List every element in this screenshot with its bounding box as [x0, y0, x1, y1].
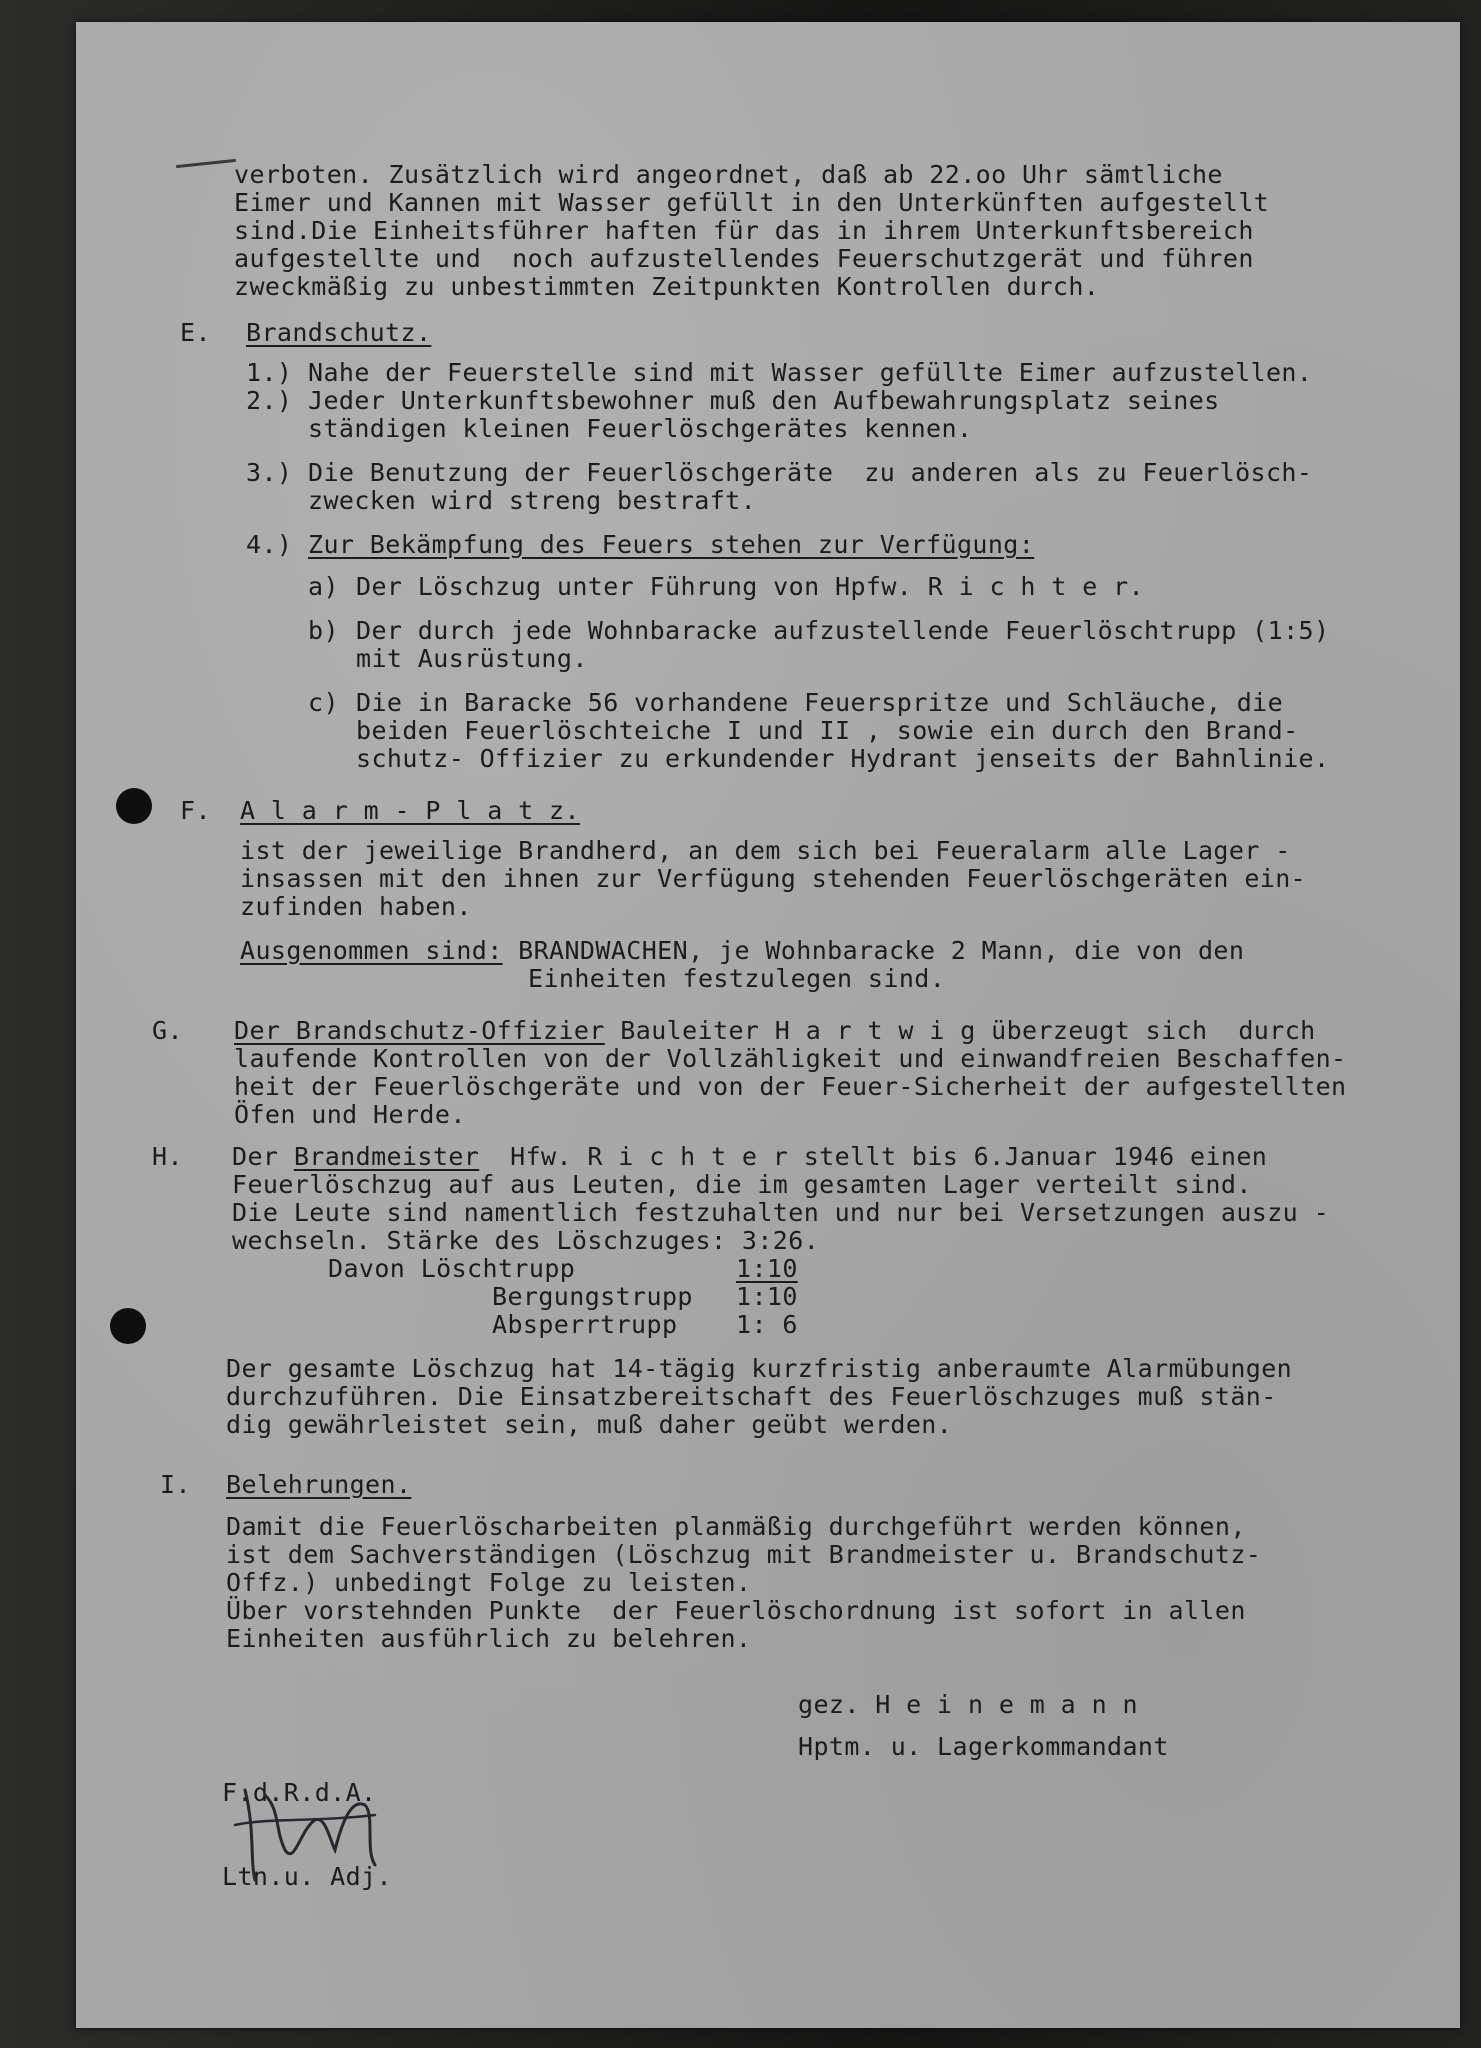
- item-number: 3.): [246, 458, 293, 487]
- text-fragment: Hfw. R i c h t e r stellt bis 6.Januar 1946 einen: [479, 1142, 1268, 1171]
- punch-hole: [110, 1308, 146, 1344]
- item-text: ständigen kleinen Feuerlöschgerätes kennen.: [308, 414, 973, 443]
- paragraph-line: ist dem Sachverständigen (Löschzug mit Brandmeister u. Brandschutz-: [226, 1540, 1262, 1569]
- paragraph-line: Über vorstehnden Punkte der Feuerlöschordnung ist sofort in allen: [226, 1596, 1246, 1625]
- section-heading: Belehrungen.: [226, 1470, 412, 1499]
- paragraph-line: Offz.) unbedingt Folge zu leisten.: [226, 1568, 752, 1597]
- signature-drawing: [205, 1770, 405, 1890]
- intro-line: verboten. Zusätzlich wird angeordnet, daß ab 22.oo Uhr sämtliche: [234, 160, 1223, 189]
- section-heading: A l a r m - P l a t z.: [240, 796, 580, 825]
- strength-value: 1:10: [736, 1254, 798, 1283]
- signatory-title: Hptm. u. Lagerkommandant: [798, 1732, 1169, 1761]
- sub-item-text: Der durch jede Wohnbaracke aufzustellende Feuerlöschtrupp (1:5): [356, 616, 1330, 645]
- strength-value: 1:10: [736, 1282, 798, 1311]
- exception-line: [240, 936, 1244, 966]
- item-text: Die Benutzung der Feuerlöschgeräte zu anderen als zu Feuerlösch-: [308, 458, 1313, 487]
- strength-value: 1: 6: [736, 1310, 798, 1339]
- sub-item-text: beiden Feuerlöschteiche I und II , sowie ein durch den Brand-: [356, 716, 1299, 745]
- exception-label: Ausgenommen sind:: [240, 936, 503, 965]
- signature-stroke: [235, 1815, 375, 1825]
- item-number: 1.): [246, 358, 293, 387]
- paragraph-line: Damit die Feuerlöscharbeiten planmäßig durchgeführt werden können,: [226, 1512, 1246, 1541]
- brandmeister-label: Brandmeister: [293, 1142, 480, 1171]
- item-text: Nahe der Feuerstelle sind mit Wasser gefüllte Eimer aufzustellen.: [308, 358, 1313, 387]
- item-text: zwecken wird streng bestraft.: [308, 486, 757, 515]
- strength-label: Absperrtrupp: [492, 1310, 678, 1339]
- sub-item-text: schutz- Offizier zu erkundender Hydrant jenseits der Bahnlinie.: [356, 744, 1330, 773]
- section-heading: Brandschutz.: [246, 318, 432, 347]
- paragraph-line: heit der Feuerlöschgeräte und von der Feuer-Sicherheit der aufgestellten: [234, 1072, 1347, 1101]
- sub-item-text: Die in Baracke 56 vorhandene Feuerspritze und Schläuche, die: [356, 688, 1284, 717]
- intro-line: aufgestellte und noch aufzustellendes Feuerschutzgerät und führen: [234, 244, 1254, 273]
- section-heading: Der Brandschutz-Offizier: [234, 1016, 605, 1045]
- text-fragment: Der: [232, 1142, 294, 1171]
- sub-item-text: Der Löschzug unter Führung von Hpfw. R i c h t e r.: [356, 572, 1145, 601]
- section-letter: E.: [180, 318, 211, 347]
- paragraph-line: [234, 1016, 1316, 1046]
- item-number: 2.): [246, 386, 293, 415]
- item-text: Zur Bekämpfung des Feuers stehen zur Verfügung:: [308, 530, 1035, 559]
- paragraph-line: Öfen und Herde.: [234, 1100, 466, 1129]
- handwritten-signature: [205, 1770, 405, 1890]
- fdrda-label: F.d.R.d.A.: [222, 1778, 377, 1807]
- heading-continuation: Bauleiter H a r t w i g überzeugt sich durch: [604, 1016, 1316, 1045]
- adjutant-rank: Ltn.u. Adj.: [222, 1862, 392, 1891]
- section-letter: I.: [160, 1470, 191, 1499]
- exception-text: BRANDWACHEN, je Wohnbaracke 2 Mann, die von den: [502, 936, 1245, 965]
- intro-line: Eimer und Kannen mit Wasser gefüllt in den Unterkünften aufgestellt: [234, 188, 1270, 217]
- pencil-mark: [176, 159, 236, 168]
- intro-line: zweckmäßig zu unbestimmten Zeitpunkten Kontrollen durch.: [234, 272, 1100, 301]
- paragraph-line: dig gewährleistet sein, muß daher geübt werden.: [226, 1410, 953, 1439]
- paragraph-line: [232, 1142, 1267, 1172]
- strength-label: Davon Löschtrupp: [328, 1254, 576, 1283]
- paragraph-line: Der gesamte Löschzug hat 14-tägig kurzfristig anberaumte Alarmübungen: [226, 1354, 1293, 1383]
- paragraph-line: Die Leute sind namentlich festzuhalten und nur bei Versetzungen auszu -: [232, 1198, 1330, 1227]
- signatory-name: gez. H e i n e m a n n: [798, 1690, 1138, 1719]
- paragraph-line: Feuerlöschzug auf aus Leuten, die im gesamten Lager verteilt sind.: [232, 1170, 1252, 1199]
- section-letter: G.: [152, 1016, 183, 1045]
- paragraph-line: Einheiten festzulegen sind.: [528, 964, 946, 993]
- sub-item-text: mit Ausrüstung.: [356, 644, 588, 673]
- punch-hole: [116, 788, 152, 824]
- sub-item-letter: b): [308, 616, 339, 645]
- paragraph-line: durchzuführen. Die Einsatzbereitschaft des Feuerlöschzuges muß stän-: [226, 1382, 1277, 1411]
- item-text: Jeder Unterkunftsbewohner muß den Aufbewahrungsplatz seines: [308, 386, 1220, 415]
- paragraph-line: Einheiten ausführlich zu belehren.: [226, 1624, 752, 1653]
- intro-line: sind.Die Einheitsführer haften für das in ihrem Unterkunftsbereich: [234, 216, 1254, 245]
- sub-item-letter: c): [308, 688, 339, 717]
- paragraph-line: zufinden haben.: [240, 892, 472, 921]
- section-letter: F.: [180, 796, 211, 825]
- strength-label: Bergungstrupp: [492, 1282, 693, 1311]
- paragraph-line: laufende Kontrollen von der Vollzähligkeit und einwandfreien Beschaffen-: [234, 1044, 1347, 1073]
- paragraph-line: ist der jeweilige Brandherd, an dem sich bei Feueralarm alle Lager -: [240, 836, 1291, 865]
- paragraph-line: wechseln. Stärke des Löschzuges: 3:26.: [232, 1226, 820, 1255]
- section-letter: H.: [152, 1142, 183, 1171]
- item-number: 4.): [246, 530, 293, 559]
- sub-item-letter: a): [308, 572, 339, 601]
- signature-stroke: [245, 1790, 375, 1880]
- paragraph-line: insassen mit den ihnen zur Verfügung stehenden Feuerlöschgeräten ein-: [240, 864, 1307, 893]
